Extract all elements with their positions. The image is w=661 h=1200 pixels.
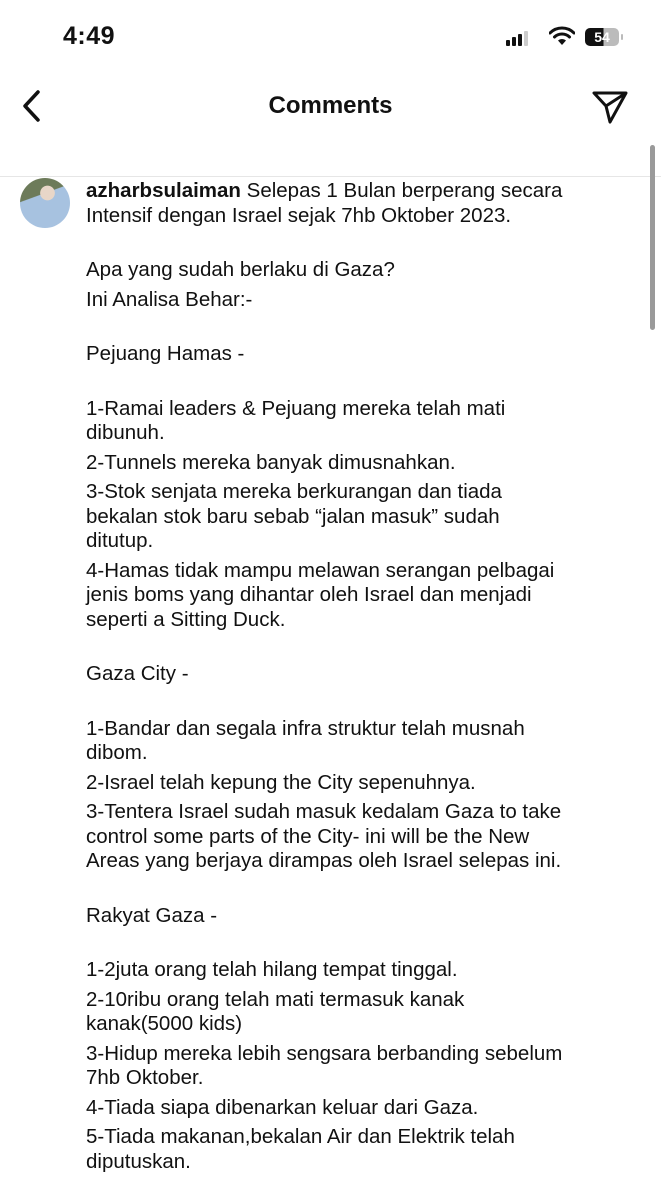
comment-list-item <box>86 904 646 929</box>
comment-list-item <box>86 1042 646 1091</box>
comment-list-item <box>86 480 646 554</box>
comment-list-item <box>86 958 646 983</box>
comment-text-line: jenis boms yang dihantar oleh Israel dan menjadi <box>86 583 532 606</box>
comment-list-item <box>86 717 646 766</box>
comment-list-item <box>86 397 646 446</box>
comment-paragraph <box>86 397 646 633</box>
comment-text-line: 3-Hidup mereka lebih sengsara berbanding sebelum <box>86 1041 563 1065</box>
comment-paragraph <box>86 662 646 687</box>
comment-paragraph <box>86 717 646 874</box>
comment-text-line: 7hb Oktober. <box>86 1066 204 1089</box>
comment-paragraph <box>86 958 646 1174</box>
send-icon[interactable] <box>590 87 630 127</box>
comment-text-line: bekalan stok baru sebab “jalan masuk” sudah <box>86 504 500 528</box>
comment-text-line: 3-Stok senjata mereka berkurangan dan tiada <box>86 480 502 503</box>
comment-text-line: 4-Hamas tidak mampu melawan serangan pelbagai <box>86 558 555 582</box>
comment-text-line: 2-Israel telah kepung the City sepenuhnya. <box>86 770 476 794</box>
status-bar <box>0 0 661 70</box>
header-bar <box>0 70 661 177</box>
comment-username[interactable]: azharbsulaiman <box>86 179 241 202</box>
scrollbar[interactable] <box>650 145 655 330</box>
page-title: Comments <box>268 92 393 119</box>
wifi-icon <box>549 26 575 46</box>
comment-list-item <box>86 559 646 633</box>
comment-body <box>86 179 646 1174</box>
comment-paragraph <box>86 904 646 929</box>
comment-paragraph <box>86 204 646 229</box>
comment-list-item <box>86 451 646 476</box>
comment-text-line: 3-Tentera Israel sudah masuk kedalam Gaza to take <box>86 800 562 823</box>
comment-text-line: dibunuh. <box>86 421 165 444</box>
cellular-signal-icon <box>506 31 528 46</box>
comment-text-line: control some parts of the City- ini will be the New <box>86 824 530 848</box>
avatar[interactable] <box>20 178 70 228</box>
comment-text-line: Intensif dengan Israel sejak 7hb Oktober 2023. <box>86 203 512 227</box>
comment-text-line: Gaza City - <box>86 662 189 685</box>
comment-text-line: seperti a Sitting Duck. <box>86 607 286 631</box>
comment-text-line: Pejuang Hamas - <box>86 342 245 365</box>
comment-paragraph <box>86 258 646 312</box>
comment-text-line: ditutup. <box>86 529 154 552</box>
comment-list-item <box>86 662 646 687</box>
comment-text-line: dibom. <box>86 741 148 764</box>
comment-list-item <box>86 1125 646 1174</box>
comment-list-item <box>86 771 646 796</box>
comment-text-line: 5-Tiada makanan,bekalan Air dan Elektrik telah <box>86 1125 515 1148</box>
comment-text-line: Rakyat Gaza - <box>86 903 218 927</box>
comment-text-line: 2-Tunnels mereka banyak dimusnahkan. <box>86 450 456 474</box>
comment-list-item <box>86 800 646 874</box>
comment-text-line: 1-Bandar dan segala infra struktur telah musnah <box>86 716 525 740</box>
comment-text-line: Areas yang berjaya dirampas oleh Israel selepas ini. <box>86 849 562 872</box>
comment-text-line: kanak(5000 kids) <box>86 1012 243 1035</box>
comment-text-line: diputuskan. <box>86 1149 191 1173</box>
comment-text-line: Ini Analisa Behar:- <box>86 287 253 311</box>
comment-list-item <box>86 258 646 283</box>
comment-text-line: Apa yang sudah berlaku di Gaza? <box>86 258 395 281</box>
comment-text-line: 2-10ribu orang telah mati termasuk kanak <box>86 987 465 1011</box>
comment-text-line: Selepas 1 Bulan berperang secara <box>246 179 563 202</box>
comment-text-line: 4-Tiada siapa dibenarkan keluar dari Gaza. <box>86 1095 479 1119</box>
battery-icon: 54 <box>585 28 619 46</box>
comment-text-line: 1-2juta orang telah hilang tempat tinggal. <box>86 958 458 981</box>
comment-text-line: 1-Ramai leaders & Pejuang mereka telah mati <box>86 396 506 420</box>
comment-list-item <box>86 988 646 1037</box>
comment-list-item <box>86 1096 646 1121</box>
comment-list-item <box>86 342 646 367</box>
comment-list-item <box>86 204 646 229</box>
status-time: 4:49 <box>63 22 116 50</box>
comment-paragraph <box>86 342 646 367</box>
comment-list-item <box>86 288 646 313</box>
